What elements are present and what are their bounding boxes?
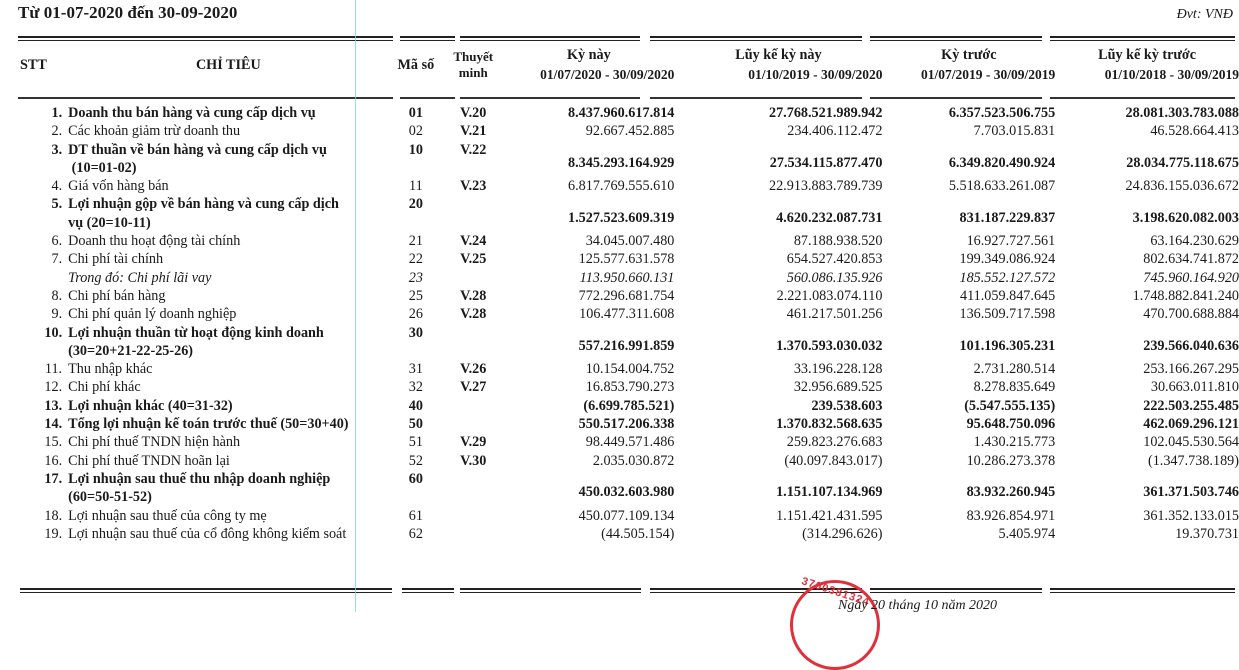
row-name-line1: Doanh thu bán hàng và cung cấp dịch vụ	[68, 105, 316, 121]
row-thuyet-minh: V.28	[460, 287, 487, 304]
row-thuyet-minh: V.23	[460, 178, 487, 195]
row-thuyet-minh	[443, 415, 503, 433]
row-ma-so: 02	[408, 123, 423, 140]
header-ky-truoc-period: 01/07/2019 - 30/09/2019	[920, 67, 1056, 82]
row-name	[68, 433, 388, 451]
row-value-col3: 101.196.305.231	[959, 337, 1056, 354]
row-name	[68, 269, 388, 287]
header-thuyet-minh-line1: Thuyết	[453, 49, 494, 64]
row-name-line2: (60=50-51-52)	[68, 489, 152, 506]
row-stt: 8.	[51, 287, 63, 304]
row-value-col4: (1.347.738.189)	[1147, 452, 1239, 469]
row-name	[68, 250, 388, 268]
row-value-col3: 1.430.215.773	[973, 434, 1056, 451]
table-bottom-rule	[460, 588, 641, 593]
row-name	[68, 452, 388, 470]
guide-line	[355, 0, 356, 612]
row-thuyet-minh: V.21	[460, 123, 487, 140]
row-name	[68, 96, 388, 122]
header-ky-truoc	[882, 34, 1055, 96]
table-bottom-rule	[870, 588, 1042, 593]
table-row	[0, 360, 1239, 378]
row-value-col2: 461.217.501.256	[786, 306, 883, 323]
row-name-line1: Chi phí bán hàng	[68, 287, 166, 304]
header-luy-ke-ky-truoc-label: Lũy kế kỳ trước	[1098, 47, 1197, 63]
row-stt	[0, 269, 68, 287]
row-thuyet-minh: V.24	[460, 233, 487, 250]
report-period-title: Từ 01-07-2020 đến 30-09-2020	[18, 3, 238, 22]
row-stt: 4.	[51, 178, 63, 195]
table-row	[0, 433, 1239, 451]
row-thuyet-minh: V.27	[460, 379, 487, 396]
row-name-line1: Các khoản giảm trừ doanh thu	[68, 123, 241, 140]
row-ma-so: 51	[408, 434, 423, 451]
table-row	[0, 195, 1239, 232]
row-value-col2: 1.151.421.431.595	[776, 507, 883, 524]
row-name	[68, 324, 388, 361]
table-row	[0, 305, 1239, 323]
row-thuyet-minh	[443, 525, 503, 543]
header-ky-nay	[503, 34, 674, 96]
row-value-col2: 22.913.883.789.739	[768, 178, 883, 195]
row-value-col1: 2.035.030.872	[592, 452, 675, 469]
row-stt: 6.	[51, 233, 63, 250]
table-bottom-rule	[1050, 588, 1235, 593]
row-name	[68, 378, 388, 396]
row-name	[68, 195, 388, 232]
row-thuyet-minh: V.29	[460, 434, 487, 451]
row-thuyet-minh: V.26	[460, 361, 487, 378]
row-name-line2: (10=01-02)	[68, 159, 137, 176]
row-ma-so: 20	[408, 196, 423, 213]
row-name-line1: Doanh thu hoạt động tài chính	[68, 233, 241, 250]
row-name	[68, 122, 388, 140]
header-ky-truoc-label: Kỳ trước	[941, 47, 997, 63]
row-name	[68, 232, 388, 250]
row-stt: 9.	[51, 306, 63, 323]
row-value-col3: 411.059.847.645	[959, 287, 1056, 304]
header-thuyet-minh-line2: minh	[458, 65, 488, 80]
row-value-col3: 199.349.086.924	[959, 251, 1056, 268]
row-ma-so: 52	[408, 452, 423, 469]
header-stt: STT	[20, 56, 47, 73]
header-luy-ke-ky-truoc	[1055, 34, 1239, 96]
table-row	[0, 250, 1239, 268]
signing-date: Ngày 20 tháng 10 năm 2020	[838, 598, 998, 613]
row-ma-so: 25	[408, 287, 423, 304]
row-value-col1: 8.437.960.617.814	[567, 105, 675, 121]
table-row	[0, 470, 1239, 507]
row-value-col4: 30.663.011.810	[1150, 379, 1239, 396]
row-value-col2: 33.196.228.128	[793, 361, 883, 378]
header-luy-ke-ky-truoc-period: 01/10/2018 - 30/09/2019	[1104, 67, 1239, 82]
row-name-line2: (30=20+21-22-25-26)	[68, 342, 194, 359]
row-name-line1: Trong đó: Chi phí lãi vay	[68, 269, 212, 286]
row-name-line2: vụ (20=10-11)	[68, 214, 151, 231]
row-value-col1: 10.154.004.752	[585, 361, 675, 378]
row-thuyet-minh: V.25	[460, 251, 487, 268]
row-thuyet-minh: V.30	[460, 452, 487, 469]
row-value-col4: 470.700.688.884	[1143, 306, 1239, 323]
row-name-line1: Lợi nhuận sau thuế thu nhập doanh nghiệp	[68, 470, 331, 487]
row-value-col4: 63.164.230.629	[1150, 233, 1239, 250]
row-value-col2: 27.534.115.877.470	[769, 154, 883, 171]
row-value-col4: 46.528.664.413	[1150, 123, 1239, 140]
row-name-line1: Chi phí thuế TNDN hoãn lại	[68, 452, 230, 469]
table-row	[0, 122, 1239, 140]
row-value-col2: 1.370.832.568.635	[776, 416, 883, 433]
row-name-line1: Chi phí thuế TNDN hiện hành	[68, 434, 241, 451]
row-value-col2: 259.823.276.683	[786, 434, 883, 451]
row-value-col4: 361.352.133.015	[1143, 507, 1239, 524]
row-stt: 10.	[44, 324, 63, 341]
row-value-col1: (44.505.154)	[601, 525, 675, 542]
row-value-col1: 113.950.660.131	[579, 269, 675, 286]
row-name-line1: Chi phí quản lý doanh nghiệp	[68, 306, 237, 323]
row-name-line1: Lợi nhuận sau thuế của cổ đông không kiểm soát	[68, 525, 347, 542]
row-name	[68, 360, 388, 378]
table-row	[0, 397, 1239, 415]
header-luy-ke-ky-nay-period: 01/10/2019 - 30/09/2020	[748, 67, 883, 82]
row-value-col4: 222.503.255.485	[1143, 397, 1239, 414]
header-luy-ke-ky-nay-label: Lũy kế kỳ này	[735, 47, 822, 63]
row-stt: 15.	[44, 434, 63, 451]
row-value-col3: 6.349.820.490.924	[948, 154, 1056, 171]
row-value-col2: 4.620.232.087.731	[776, 209, 883, 226]
row-value-col3: (5.547.555.135)	[964, 397, 1056, 414]
row-value-col3: 5.518.633.261.087	[948, 178, 1056, 195]
row-value-col3: 95.648.750.096	[966, 416, 1056, 433]
row-name	[68, 305, 388, 323]
table-row	[0, 507, 1239, 525]
table-bottom-rule	[402, 588, 454, 593]
row-value-col3: 6.357.523.506.755	[948, 105, 1056, 121]
table-row	[0, 232, 1239, 250]
row-value-col4: 28.034.775.118.675	[1126, 154, 1239, 171]
table-bottom-rule	[20, 588, 392, 593]
currency-unit: Đvt: VNĐ	[1176, 7, 1233, 22]
row-value-col3: 83.932.260.945	[966, 484, 1056, 501]
table-row	[0, 96, 1239, 122]
row-value-col4: 253.166.267.295	[1143, 361, 1239, 378]
row-value-col1: (6.699.785.521)	[583, 397, 675, 414]
row-value-col4: 361.371.503.746	[1143, 484, 1239, 501]
row-thuyet-minh: V.28	[460, 306, 487, 323]
row-value-col1: 125.577.631.578	[578, 251, 675, 268]
row-value-col2: 654.527.420.853	[786, 251, 883, 268]
row-value-col1: 34.045.007.480	[585, 233, 675, 250]
row-name-line1: Giá vốn hàng bán	[68, 178, 169, 195]
row-name	[68, 397, 388, 415]
table-row	[0, 141, 1239, 178]
row-ma-so: 30	[408, 324, 423, 341]
row-stt: 1.	[51, 105, 63, 121]
row-name-line1: Lợi nhuận sau thuế của công ty mẹ	[68, 507, 267, 524]
header-name: CHỈ TIÊU	[195, 56, 261, 73]
row-value-col3: 10.286.273.378	[966, 452, 1056, 469]
row-value-col1: 6.817.769.555.610	[567, 178, 675, 195]
row-ma-so: 26	[408, 306, 423, 323]
row-value-col1: 450.077.109.134	[578, 507, 675, 524]
row-value-col2: 32.956.689.525	[793, 379, 883, 396]
row-value-col4: 19.370.731	[1175, 525, 1239, 542]
row-value-col3: 2.731.280.514	[973, 361, 1056, 378]
row-value-col3: 7.703.015.831	[973, 123, 1056, 140]
row-stt: 16.	[44, 452, 63, 469]
row-ma-so: 11	[409, 178, 423, 195]
row-value-col2: (314.296.626)	[802, 525, 883, 542]
row-stt: 19.	[44, 525, 63, 542]
row-value-col4: 745.960.164.920	[1143, 269, 1239, 286]
row-value-col4: 24.836.155.036.672	[1125, 178, 1239, 195]
row-stt: 3.	[51, 141, 63, 158]
header-ky-nay-period: 01/07/2020 - 30/09/2020	[540, 67, 675, 82]
row-value-col1: 92.667.452.885	[585, 123, 675, 140]
row-name-line1: Tổng lợi nhuận kế toán trước thuế (50=30+40)	[68, 416, 349, 433]
row-value-col2: 1.151.107.134.969	[776, 484, 883, 501]
row-name	[68, 470, 388, 507]
row-ma-so: 21	[408, 233, 423, 250]
row-value-col4: 1.748.882.841.240	[1132, 287, 1239, 304]
row-value-col3: 8.278.835.649	[973, 379, 1056, 396]
row-thuyet-minh	[443, 195, 503, 232]
row-value-col3: 16.927.727.561	[966, 233, 1056, 250]
row-stt: 17.	[44, 470, 63, 487]
row-value-col4: 239.566.040.636	[1143, 337, 1239, 354]
row-value-col4: 28.081.303.783.088	[1125, 105, 1239, 121]
row-stt: 2.	[51, 123, 63, 140]
row-name	[68, 415, 388, 433]
row-thuyet-minh	[443, 269, 503, 287]
row-value-col1: 16.853.790.273	[585, 379, 675, 396]
row-value-col3: 831.187.229.837	[959, 209, 1056, 226]
row-thuyet-minh	[443, 470, 503, 507]
row-name-line1: Chi phí khác	[68, 379, 141, 396]
row-value-col3: 136.509.717.598	[959, 306, 1056, 323]
row-value-col4: 102.045.530.564	[1143, 434, 1239, 451]
row-value-col1: 1.527.523.609.319	[567, 209, 675, 226]
table-row	[0, 324, 1239, 361]
table-row	[0, 415, 1239, 433]
row-value-col2: 234.406.112.472	[787, 123, 883, 140]
row-name	[68, 525, 388, 543]
row-value-col1: 772.296.681.754	[578, 287, 675, 304]
row-name-line1: Lợi nhuận khác (40=31-32)	[68, 397, 233, 414]
row-ma-so: 31	[408, 361, 423, 378]
company-seal-code: 3700381324	[799, 575, 872, 609]
row-name	[68, 177, 388, 195]
row-stt: 5.	[51, 196, 63, 213]
row-value-col3: 83.926.854.971	[966, 507, 1056, 524]
row-value-col1: 8.345.293.164.929	[567, 154, 675, 171]
row-value-col4: 462.069.296.121	[1143, 416, 1239, 433]
row-value-col2: 560.086.135.926	[786, 269, 883, 286]
row-ma-so: 50	[408, 416, 423, 433]
row-thuyet-minh: V.20	[460, 105, 487, 121]
row-thuyet-minh	[443, 507, 503, 525]
row-ma-so: 61	[408, 507, 423, 524]
row-name-line1: Lợi nhuận gộp về bán hàng và cung cấp dịch	[68, 196, 339, 213]
row-stt: 18.	[44, 507, 63, 524]
table-row	[0, 287, 1239, 305]
row-value-col2: (40.097.843.017)	[784, 452, 883, 469]
table-row	[0, 177, 1239, 195]
row-ma-so: 60	[408, 470, 423, 487]
header-ma-so: Mã số	[397, 56, 435, 73]
row-ma-so: 23	[408, 269, 423, 286]
row-value-col2: 2.221.083.074.110	[776, 287, 883, 304]
row-thuyet-minh	[443, 397, 503, 415]
table-header-row	[0, 34, 1239, 96]
row-value-col1: 106.477.311.608	[579, 306, 675, 323]
row-value-col2: 1.370.593.030.032	[776, 337, 883, 354]
row-name	[68, 141, 388, 178]
row-ma-so: 01	[408, 105, 423, 121]
row-thuyet-minh: V.22	[460, 141, 487, 158]
table-row	[0, 452, 1239, 470]
row-value-col4: 3.198.620.082.003	[1132, 209, 1239, 226]
row-value-col3: 5.405.974	[998, 525, 1056, 542]
header-thuyet-minh	[443, 34, 503, 96]
row-value-col2: 87.188.938.520	[793, 233, 883, 250]
row-thuyet-minh	[443, 324, 503, 361]
table-row	[0, 269, 1239, 287]
row-name	[68, 287, 388, 305]
header-luy-ke-ky-nay	[674, 34, 882, 96]
row-name-line1: Chi phí tài chính	[68, 251, 164, 268]
table-row	[0, 525, 1239, 543]
row-stt: 13.	[44, 397, 63, 414]
row-value-col1: 557.216.991.859	[578, 337, 675, 354]
row-stt: 12.	[44, 379, 63, 396]
row-stt: 7.	[51, 251, 63, 268]
row-ma-so: 10	[408, 141, 423, 158]
row-ma-so: 32	[408, 379, 423, 396]
row-value-col1: 98.449.571.486	[585, 434, 675, 451]
row-value-col1: 550.517.206.338	[578, 416, 675, 433]
row-value-col2: 27.768.521.989.942	[768, 105, 883, 121]
row-value-col4: 802.634.741.872	[1143, 251, 1239, 268]
row-value-col2: 239.538.603	[811, 397, 883, 414]
table-row	[0, 378, 1239, 396]
income-statement-table	[0, 34, 1239, 543]
row-name-line1: DT thuần về bán hàng và cung cấp dịch vụ	[68, 141, 327, 158]
row-value-col1: 450.032.603.980	[578, 484, 675, 501]
row-ma-so: 40	[408, 397, 423, 414]
row-stt: 14.	[44, 416, 63, 433]
row-stt: 11.	[44, 361, 63, 378]
row-name-line1: Thu nhập khác	[68, 361, 153, 378]
row-ma-so: 62	[408, 525, 423, 542]
row-value-col3: 185.552.127.572	[959, 269, 1056, 286]
row-name	[68, 507, 388, 525]
row-name-line1: Lợi nhuận thuần từ hoạt động kinh doanh	[68, 324, 324, 341]
row-ma-so: 22	[408, 251, 423, 268]
header-ky-nay-label: Kỳ này	[566, 47, 611, 63]
